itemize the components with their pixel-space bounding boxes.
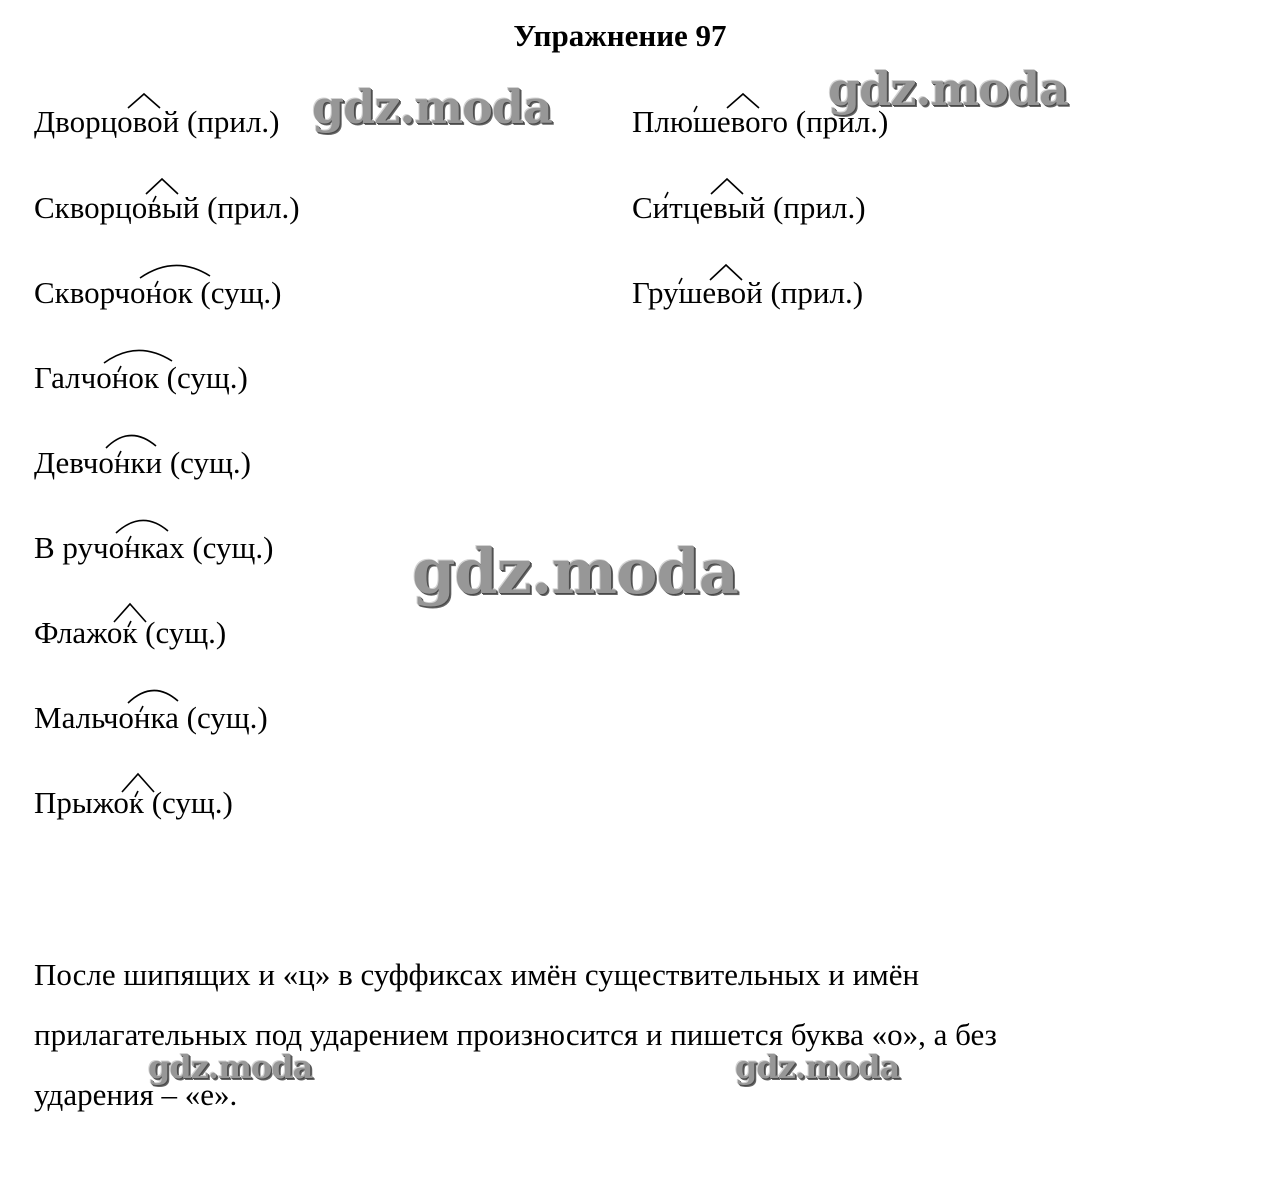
word-item xyxy=(632,188,866,228)
word-note: (прил.) xyxy=(772,190,866,225)
rule-line: ударения – «е». xyxy=(34,1077,238,1112)
word-note: (сущ.) xyxy=(169,445,251,480)
word-text: Галчонок xyxy=(34,360,159,395)
word-text: Ситцевый xyxy=(632,190,766,225)
word-text: Скворцовый xyxy=(34,190,200,225)
word-item xyxy=(34,358,248,398)
word-text: Флажок xyxy=(34,615,138,650)
word-text: Девчонки xyxy=(34,445,163,480)
word-item xyxy=(34,613,226,653)
watermark: gdz.moda xyxy=(412,535,738,608)
word-text: Скворчонок xyxy=(34,275,193,310)
word-item xyxy=(34,102,279,142)
word-note: (сущ.) xyxy=(192,530,274,565)
word-item xyxy=(34,528,273,568)
word-item xyxy=(34,443,251,483)
exercise-title: Упражнение 97 xyxy=(513,18,727,53)
word-note: (прил.) xyxy=(186,104,280,139)
word-item xyxy=(34,783,233,823)
word-note: (сущ.) xyxy=(186,700,268,735)
watermark: gdz.moda xyxy=(312,80,552,134)
rule-line: После шипящих и «ц» в суффиксах имён существительных и имён xyxy=(34,957,920,992)
word-note: (сущ.) xyxy=(151,785,233,820)
word-note: (сущ.) xyxy=(145,615,227,650)
word-item xyxy=(632,273,863,313)
word-item xyxy=(34,188,300,228)
word-text: Грушевой xyxy=(632,275,763,310)
word-text: Плюшевого xyxy=(632,104,789,139)
word-text: Мальчонка xyxy=(34,700,179,735)
rule-line: прилагательных под ударением произносится и пишется буква «о», а без xyxy=(34,1017,997,1052)
watermark: gdz.moda xyxy=(148,1048,313,1086)
word-note: (прил.) xyxy=(770,275,864,310)
word-note: (сущ.) xyxy=(166,360,248,395)
word-text: Дворцовой xyxy=(34,104,180,139)
word-text: Прыжок xyxy=(34,785,144,820)
word-item xyxy=(34,273,282,313)
word-note: (прил.) xyxy=(795,104,889,139)
word-item xyxy=(34,698,268,738)
word-note: (прил.) xyxy=(207,190,300,225)
watermark: gdz.moda xyxy=(828,62,1068,116)
word-note: (сущ.) xyxy=(200,275,282,310)
watermark: gdz.moda xyxy=(735,1048,900,1086)
word-text: В ручонках xyxy=(34,530,185,565)
